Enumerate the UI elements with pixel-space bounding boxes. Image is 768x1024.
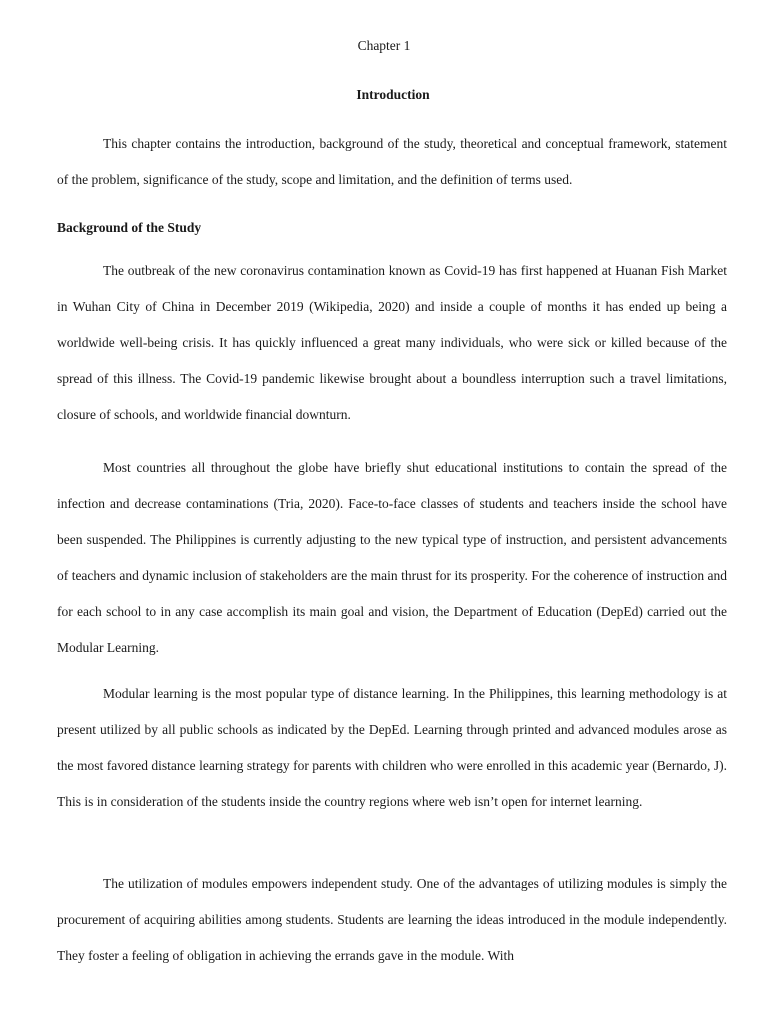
intro-paragraph: This chapter contains the introduction, background of the study, theoretical and conceptual framework, statement of the problem, significance of the study, scope and limitation, and the definition of terms used. — [57, 136, 727, 187]
background-paragraph-2: Most countries all throughout the globe have briefly shut educational institutions to contain the spread of the infection and decrease contaminations (Tria, 2020). Face-to-face classes of students and teachers inside the school have been suspended. The Philippines is currently adjusting to the new typical type of instruction, and persistent advancements of teachers and dynamic inclusion of stakeholders are the main thrust for its prosperity. For the coherence of instruction and for each school to in any case accomplish its main goal and vision, the Department of Education (DepEd) carried out the Modular Learning. — [57, 460, 727, 655]
background-paragraph-4: The utilization of modules empowers independent study. One of the advantages of utilizing modules is simply the procurement of acquiring abilities among students. Students are learning the ideas introduced in the module independently. They foster a feeling of obligation in achieving the errands gave in the module. With — [57, 876, 727, 963]
background-heading: Background of the Study — [57, 220, 202, 235]
background-paragraph-3: Modular learning is the most popular type of distance learning. In the Philippines, this learning methodology is at present utilized by all public schools as indicated by the DepEd. Learning through printed and advanced modules arose as the most favored distance learning strategy for parents with children who were enrolled in this academic year (Bernardo, J). This is in consideration of the students inside the country regions where web isn’t open for internet learning. — [57, 686, 727, 809]
introduction-heading: Introduction — [356, 87, 430, 102]
background-paragraph-1: The outbreak of the new coronavirus contamination known as Covid-19 has first happened at Huanan Fish Market in Wuhan City of China in December 2019 (Wikipedia, 2020) and inside a couple of months it has ended up being a worldwide well-being crisis. It has quickly influenced a great many individuals, who were sick or killed because of the spread of this illness. The Covid-19 pandemic likewise brought about a boundless interruption such a travel limitations, closure of schools, and worldwide financial downturn. — [57, 263, 727, 422]
chapter-label: Chapter 1 — [357, 38, 411, 53]
